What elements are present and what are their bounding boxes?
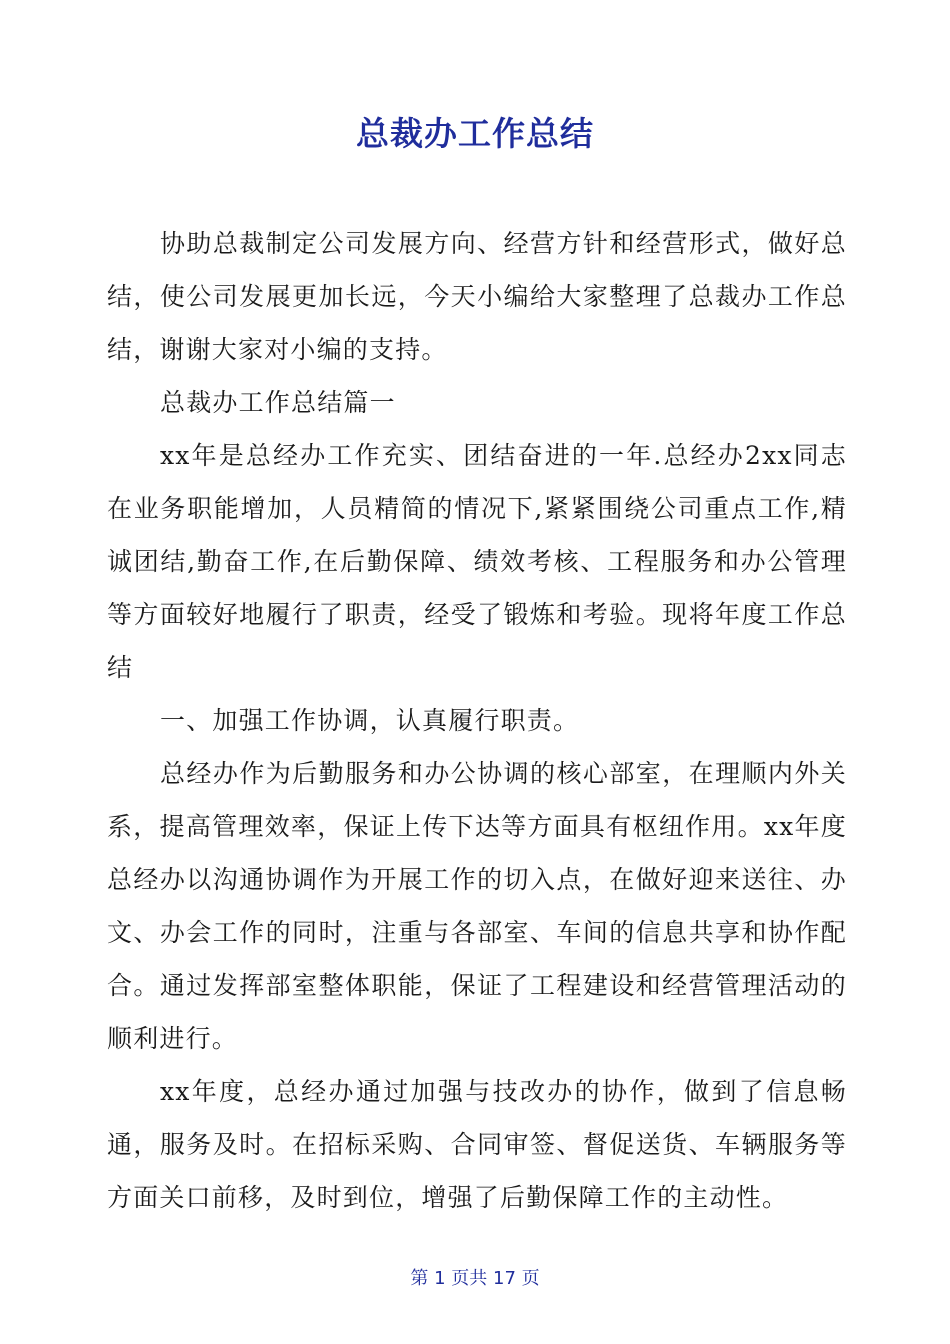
paragraph-tech-office: xx年度，总经办通过加强与技改办的协作，做到了信息畅通，服务及时。在招标采购、合同审签、督促送货、车辆服务等方面关口前移，及时到位，增强了后勤保障工作的主动性。: [107, 1077, 847, 1212]
page-number-footer: 第 1 页共 17 页: [410, 1268, 540, 1289]
document-body: [107, 217, 847, 1224]
paragraph-coordination: 总经办作为后勤服务和办公协调的核心部室，在理顺内外关系，提高管理效率，保证上传下达等方面具有枢纽作用。xx年度总经办以沟通协调作为开展工作的切入点，在做好迎来送往、办文、办会工作的同时，注重与各部室、车间的信息共享和协作配合。通过发挥部室整体职能，保证了工程建设和经营管理活动的顺利进行。: [107, 759, 847, 1053]
section-heading-part-one: 总裁办工作总结篇一: [160, 388, 396, 417]
section-heading-coordination: 一、加强工作协调，认真履行职责。: [160, 706, 580, 735]
paragraph-intro: 协助总裁制定公司发展方向、经营方针和经营形式，做好总结，使公司发展更加长远，今天小编给大家整理了总裁办工作总结，谢谢大家对小编的支持。: [107, 229, 847, 364]
document-title: 总裁办工作总结: [356, 114, 594, 153]
paragraph-annual-overview: xx年是总经办工作充实、团结奋进的一年.总经办2xx同志在业务职能增加，人员精简的情况下,紧紧围绕公司重点工作,精诚团结,勤奋工作,在后勤保障、绩效考核、工程服务和办公管理等方面较好地履行了职责，经受了锻炼和考验。现将年度工作总结: [107, 441, 847, 682]
